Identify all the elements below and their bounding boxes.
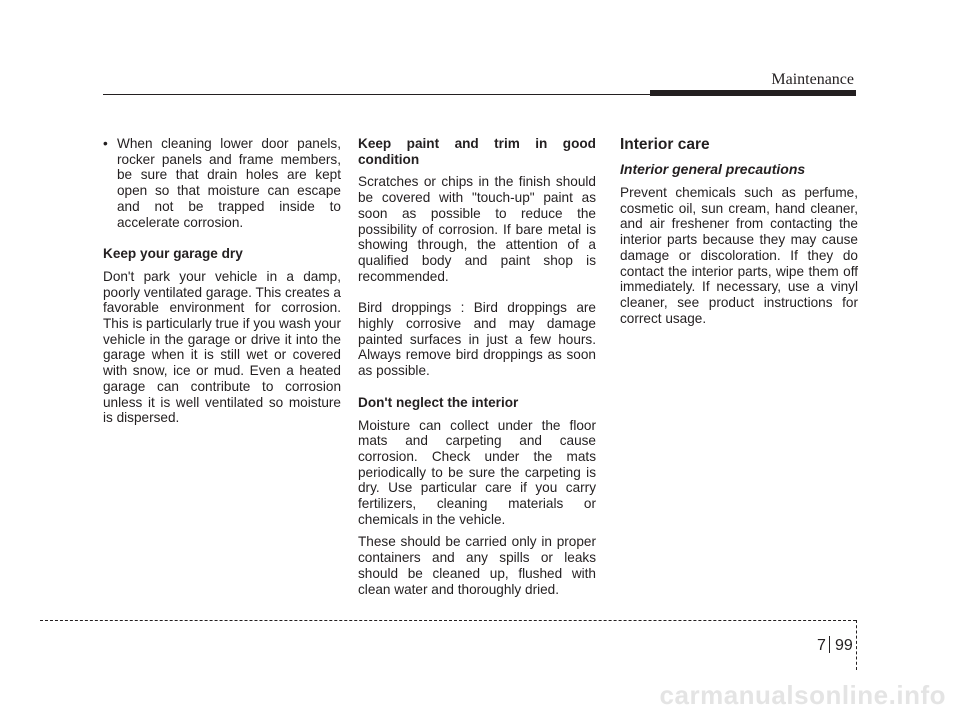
page-number: 99	[835, 637, 853, 654]
header-rule-thin	[103, 94, 650, 95]
paint-text: Scratches or chips in the finish should be covered with "touch-up" paint as soon as possible to reduce the possibility of corrosion. If bare metal is showing through, the attention of a qualified body and paint shop is recommended.	[358, 174, 596, 284]
interior-text-1: Moisture can collect under the floor mats and carpeting and cause corrosion. Check under the mats periodically to be sure the carpeting is dry. Use particular care if you carry fertilizers, cleaning materials or chemicals in the vehicle.	[358, 417, 596, 527]
section-title: Maintenance	[771, 71, 854, 88]
paint-heading: Keep paint and trim in good condition	[358, 136, 596, 167]
bullet-item	[103, 136, 341, 230]
garage-heading: Keep your garage dry	[103, 246, 243, 262]
bird-text: Bird droppings : Bird droppings are highly corrosive and may damage painted surfaces in just a few hours. Always remove bird droppings as soon as possible.	[358, 300, 596, 379]
bullet-text: When cleaning lower door panels, rocker panels and frame members, be sure that drain holes are kept open so that moisture can escape and not be trapped inside to accelerate corrosion.	[117, 136, 341, 230]
interior-care-heading: Interior care	[620, 136, 710, 153]
chapter-number: 7	[817, 637, 826, 654]
precautions-heading: Interior general precautions	[620, 161, 806, 177]
interior-text-2: These should be carried only in proper containers and any spills or leaks should be cleaned up, flushed with clean water and thoroughly dried.	[358, 534, 596, 597]
watermark: carmanualsonline.info	[659, 680, 946, 710]
page-number-separator	[829, 636, 830, 653]
header-rule-thick	[650, 90, 856, 96]
bullet-dot-icon: •	[103, 136, 108, 151]
footer-rule	[40, 620, 856, 621]
column-2	[358, 136, 596, 597]
footer-vertical-rule	[856, 620, 857, 670]
garage-text: Don't park your vehicle in a damp, poorly ventilated garage. This creates a favorable environment for corrosion. This is particularly true if you wash your vehicle in the garage or drive it into the garage when it is still wet or covered with snow, ice or mud. Even a heated garage can contribute to corrosion unless it is well ventilated so moisture is dispersed.	[103, 268, 341, 426]
precautions-text: Prevent chemicals such as perfume, cosmetic oil, sun cream, hand cleaner, and air freshener from contacting the interior parts because they may cause damage or discoloration. If they do contact the interior parts, wipe them off immediately. If necessary, use a vinyl cleaner, see product instructions for correct usage.	[620, 185, 858, 326]
column-1	[103, 136, 341, 426]
interior-heading: Don't neglect the interior	[358, 394, 519, 410]
column-3	[620, 136, 858, 326]
